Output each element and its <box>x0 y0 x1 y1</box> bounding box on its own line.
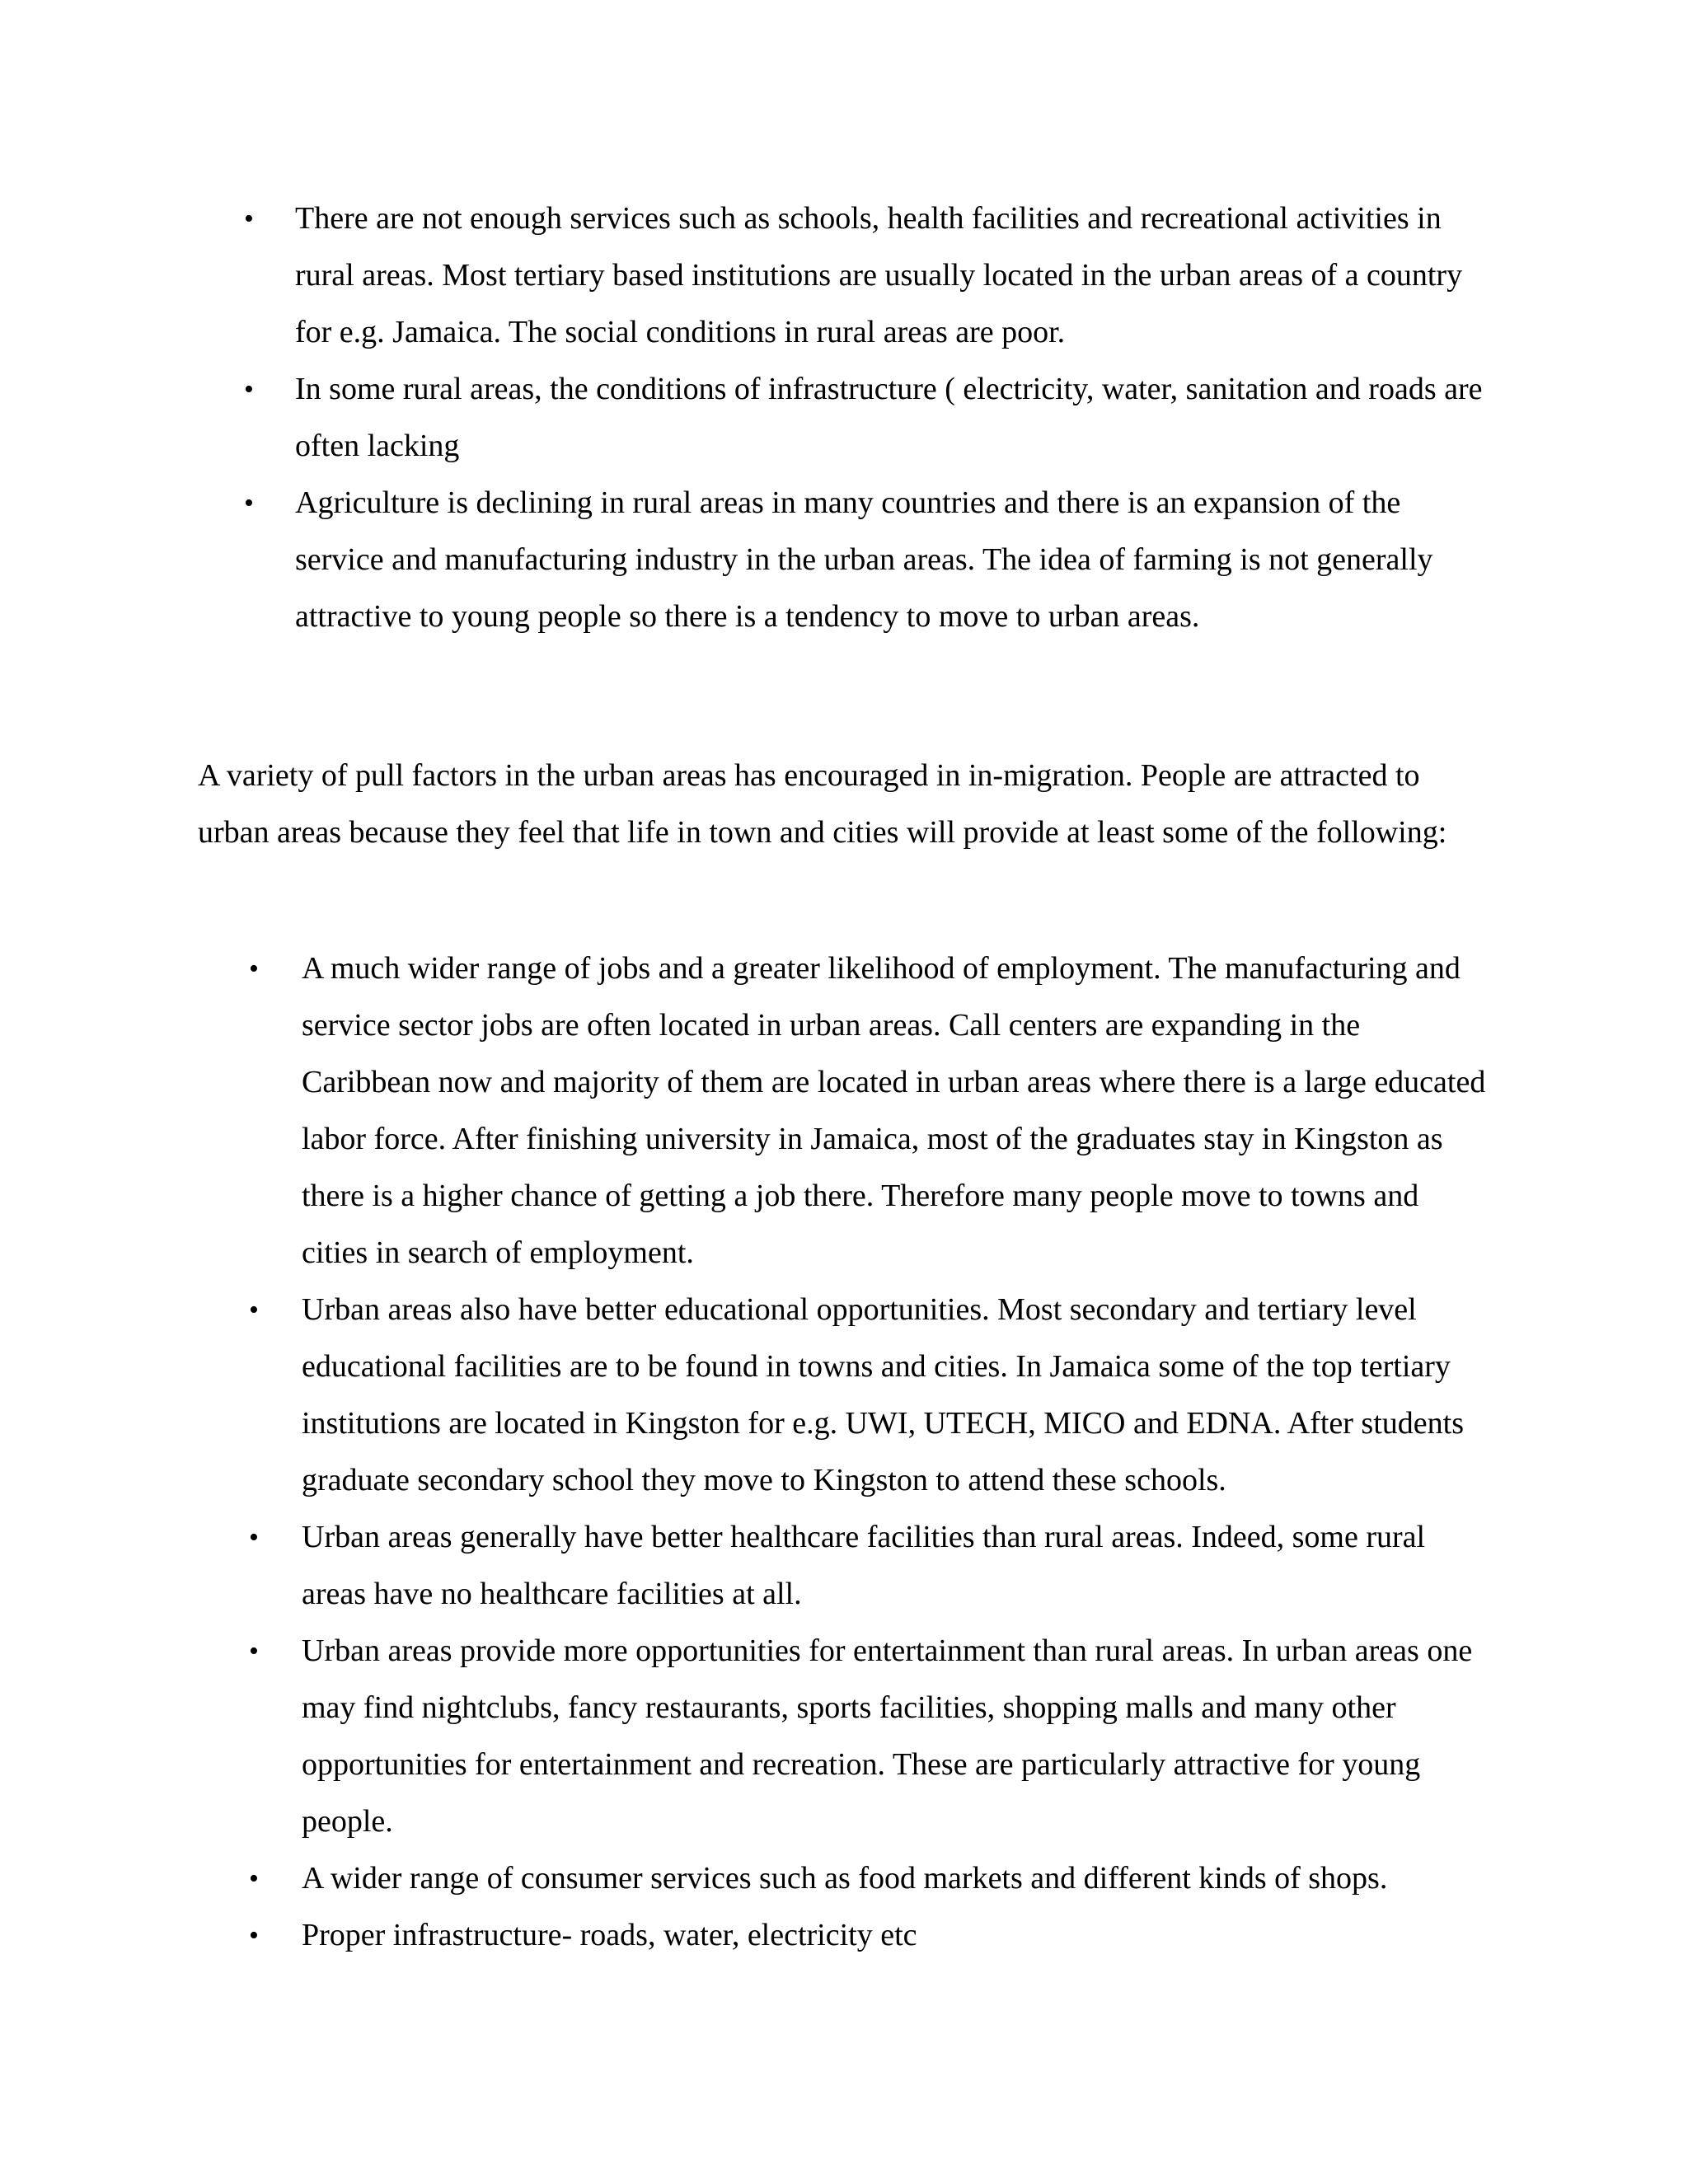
bullet-icon: • <box>249 1863 259 1894</box>
list-item <box>198 1623 1492 1850</box>
list-item-text: There are not enough services such as schools, health facilities and recreational activities in rural areas. Most tertiary based institutions are usually located in the urban areas of a country for e.g. Jamaica. The social conditions in rural areas are poor. <box>295 201 1463 349</box>
bullet-icon: • <box>249 1636 259 1666</box>
list-item-text: A wider range of consumer services such as food markets and different kinds of shops. <box>302 1861 1388 1896</box>
bullet-icon: • <box>249 954 259 984</box>
list-item <box>198 361 1492 475</box>
bullet-icon: • <box>249 1522 259 1553</box>
list-item-text: Urban areas generally have better healthcare facilities than rural areas. Indeed, some rural areas have no healthcare facilities at all. <box>302 1520 1426 1611</box>
list-item <box>198 1907 1492 1964</box>
list-item <box>198 190 1492 361</box>
list-item-text: A much wider range of jobs and a greater likelihood of employment. The manufacturing and service sector jobs are often located in urban areas. Call centers are expanding in the Caribbean now and majority of them are located in urban areas where there is a large educated labor force. After finishing university in Jamaica, most of the graduates stay in Kingston as there is a higher chance of getting a job there. Therefore many people move to towns and cities in search of employment. <box>302 951 1486 1270</box>
pull-factors-intro: A variety of pull factors in the urban areas has encouraged in in-migration. People are attracted to urban areas because they feel that life in town and cities will provide at least some of the following: <box>198 758 1447 850</box>
list-item <box>198 1509 1492 1623</box>
bullet-icon: • <box>244 488 254 518</box>
bullet-icon: • <box>244 374 254 405</box>
pull-factors-list <box>198 940 1492 1964</box>
bullet-icon: • <box>244 204 254 234</box>
list-item-text: Agriculture is declining in rural areas in many countries and there is an expansion of the service and manufacturing industry in the urban areas. The idea of farming is not generally attractive to young people so there is a tendency to move to urban areas. <box>295 485 1433 634</box>
bullet-icon: • <box>249 1295 259 1325</box>
list-item <box>198 475 1492 645</box>
list-item-text: Proper infrastructure- roads, water, electricity etc <box>302 1918 917 1952</box>
list-item-text: Urban areas provide more opportunities for entertainment than rural areas. In urban areas one may find nightclubs, fancy restaurants, sports facilities, shopping malls and many other opportunities for entertainment and recreation. These are particularly attractive for young people. <box>302 1633 1473 1839</box>
list-item-text: Urban areas also have better educational opportunities. Most secondary and tertiary level educational facilities are to be found in towns and cities. In Jamaica some of the top tertiary institutions are located in Kingston for e.g. UWI, UTECH, MICO and EDNA. After students graduate secondary school they move to Kingston to attend these schools. <box>302 1292 1464 1497</box>
push-factors-list <box>198 190 1492 645</box>
list-item <box>198 1282 1492 1509</box>
bullet-icon: • <box>249 1920 259 1951</box>
list-item <box>198 1850 1492 1907</box>
list-item <box>198 940 1492 1282</box>
list-item-text: In some rural areas, the conditions of infrastructure ( electricity, water, sanitation and roads are often lacking <box>295 372 1483 463</box>
